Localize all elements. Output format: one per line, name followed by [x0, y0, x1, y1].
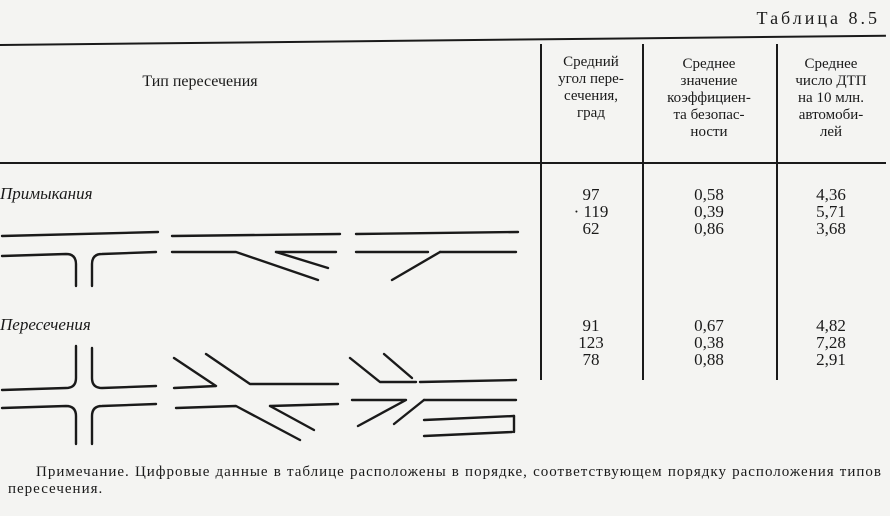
group2-safety-values: 0,67 0,38 0,88 [694, 316, 724, 369]
group1-angle-values: 97 · 119 62 [573, 185, 609, 238]
group2-angle-values: 91 123 78 [578, 316, 604, 369]
table-footnote: Примечание. Цифровые данные в таблице расположены в порядке, соответствующем порядку расположения типов пересечения. [8, 464, 882, 497]
group2-accident-values: 4,82 7,28 2,91 [816, 316, 846, 369]
header-accidents: Среднее число ДТП на 10 млн. автомоби- лей [795, 56, 867, 140]
table-top-rule [0, 35, 886, 46]
group1-safety-values: 0,58 0,39 0,86 [694, 185, 724, 238]
header-type: Тип пересечения [142, 73, 258, 90]
junction-diagrams [0, 222, 530, 292]
group-label-intersections: Пересечения [0, 315, 91, 334]
header-safety: Среднее значение коэффициен- та безопас- ности [667, 56, 751, 140]
header-angle: Средний угол пере- сечения, град [558, 54, 624, 121]
group1-accident-values: 4,36 5,71 3,68 [816, 185, 846, 238]
group-label-junctions: Примыкания [0, 184, 93, 203]
intersection-diagrams [0, 344, 530, 450]
table-header-rule [0, 162, 886, 164]
table-caption: Таблица 8.5 [756, 8, 880, 28]
